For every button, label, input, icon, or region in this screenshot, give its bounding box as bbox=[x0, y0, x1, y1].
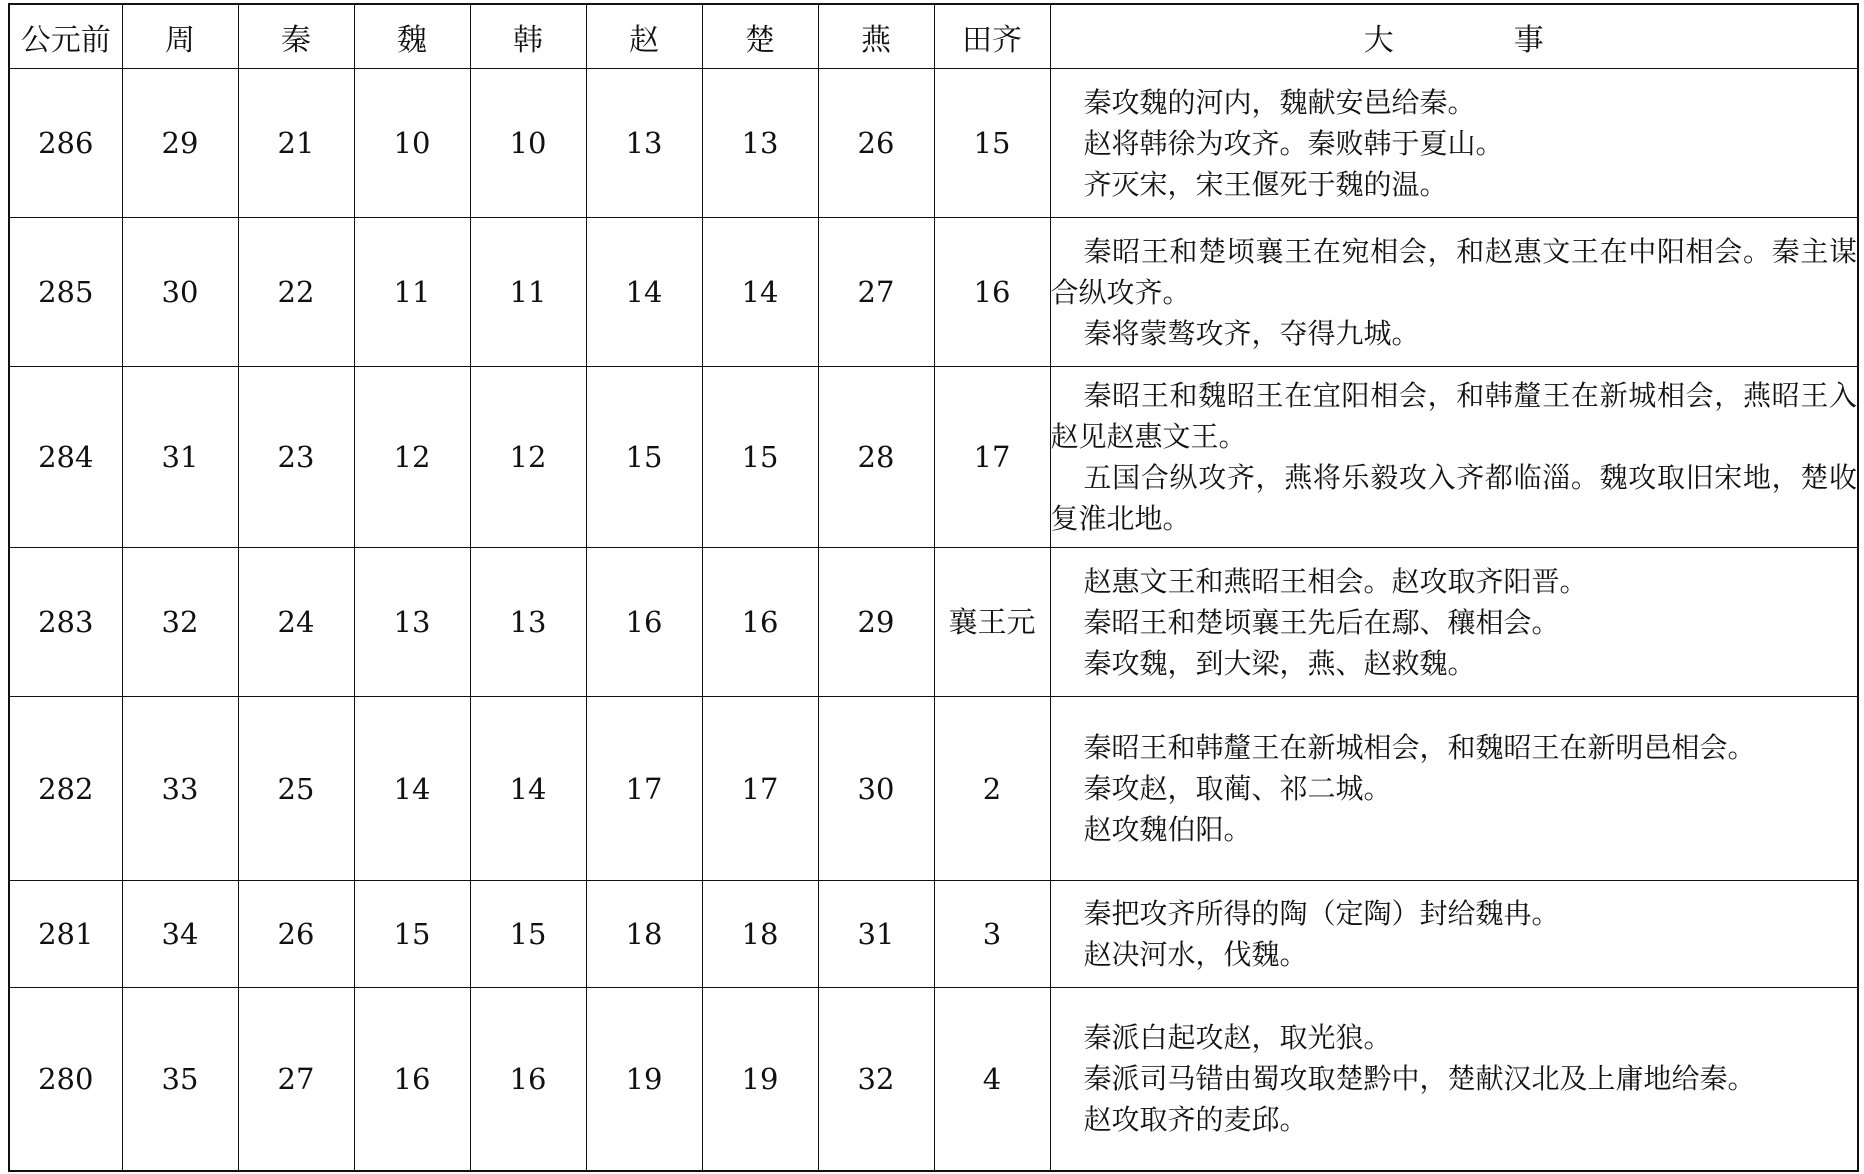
wei-year-cell: 13 bbox=[354, 548, 470, 697]
event-line: 秦昭王和魏昭王在宜阳相会，和韩釐王在新城相会，燕昭王入赵见赵惠文王。 bbox=[1050, 379, 1857, 453]
events-cell bbox=[1050, 881, 1858, 988]
column-header-yan: 燕 bbox=[818, 4, 934, 69]
year-bc-cell: 283 bbox=[9, 548, 122, 697]
event-line: 秦昭王和楚顷襄王在宛相会，和赵惠文王在中阳相会。秦主谋合纵攻齐。 bbox=[1050, 234, 1857, 309]
han-year-cell: 10 bbox=[470, 69, 586, 218]
column-header-zhao: 赵 bbox=[586, 4, 702, 69]
table-row bbox=[9, 697, 1858, 881]
event-line: 秦派白起攻赵，取光狼。 bbox=[1083, 1021, 1392, 1055]
table-row bbox=[9, 881, 1858, 988]
zhou-year-cell: 33 bbox=[122, 697, 238, 881]
zhou-year-cell: 34 bbox=[122, 881, 238, 988]
event-line: 赵决河水，伐魏。 bbox=[1083, 938, 1308, 971]
chu-year-cell: 16 bbox=[702, 548, 818, 697]
table-row bbox=[9, 988, 1858, 1171]
column-header-qin: 秦 bbox=[238, 4, 354, 69]
column-header-chu: 楚 bbox=[702, 4, 818, 69]
chu-year-cell: 19 bbox=[702, 988, 818, 1171]
zhao-year-cell: 19 bbox=[586, 988, 702, 1171]
chu-year-cell: 17 bbox=[702, 697, 818, 881]
year-bc-cell: 284 bbox=[9, 367, 122, 548]
column-header-zhou: 周 bbox=[122, 4, 238, 69]
events-cell bbox=[1050, 218, 1858, 367]
table-row bbox=[9, 367, 1858, 548]
events-header-char-1: 大 bbox=[1363, 22, 1394, 58]
chu-year-cell: 14 bbox=[702, 218, 818, 367]
zhao-year-cell: 17 bbox=[586, 697, 702, 881]
yan-year-cell: 27 bbox=[818, 218, 934, 367]
zhou-year-cell: 31 bbox=[122, 367, 238, 548]
han-year-cell: 14 bbox=[470, 697, 586, 881]
qin-year-cell: 23 bbox=[238, 367, 354, 548]
chu-year-cell: 18 bbox=[702, 881, 818, 988]
han-year-cell: 13 bbox=[470, 548, 586, 697]
event-line: 赵惠文王和燕昭王相会。赵攻取齐阳晋。 bbox=[1083, 564, 1588, 598]
zhou-year-cell: 30 bbox=[122, 218, 238, 367]
events-cell bbox=[1050, 697, 1858, 881]
tianqi-year-cell: 襄王元 bbox=[934, 548, 1050, 697]
events-cell bbox=[1050, 367, 1858, 548]
zhao-year-cell: 15 bbox=[586, 367, 702, 548]
event-line: 秦把攻齐所得的陶（定陶）封给魏冉。 bbox=[1083, 897, 1560, 930]
han-year-cell: 15 bbox=[470, 881, 586, 988]
tianqi-year-cell: 4 bbox=[934, 988, 1050, 1171]
year-bc-cell: 280 bbox=[9, 988, 122, 1171]
year-bc-cell: 282 bbox=[9, 697, 122, 881]
tianqi-year-cell: 17 bbox=[934, 367, 1050, 548]
tianqi-year-cell: 2 bbox=[934, 697, 1050, 881]
event-line: 齐灭宋，宋王偃死于魏的温。 bbox=[1083, 167, 1448, 201]
header-row bbox=[9, 4, 1858, 69]
zhao-year-cell: 13 bbox=[586, 69, 702, 218]
table-row bbox=[9, 69, 1858, 218]
column-header-tianqi: 田齐 bbox=[934, 4, 1050, 69]
yan-year-cell: 32 bbox=[818, 988, 934, 1171]
wei-year-cell: 14 bbox=[354, 697, 470, 881]
year-bc-cell: 281 bbox=[9, 881, 122, 988]
event-line: 秦攻魏的河内，魏献安邑给秦。 bbox=[1083, 85, 1476, 119]
yan-year-cell: 28 bbox=[818, 367, 934, 548]
han-year-cell: 11 bbox=[470, 218, 586, 367]
events-cell bbox=[1050, 69, 1858, 218]
wei-year-cell: 10 bbox=[354, 69, 470, 218]
qin-year-cell: 25 bbox=[238, 697, 354, 881]
yan-year-cell: 30 bbox=[818, 697, 934, 881]
han-year-cell: 16 bbox=[470, 988, 586, 1171]
tianqi-year-cell: 16 bbox=[934, 218, 1050, 367]
event-line: 秦将蒙骜攻齐，夺得九城。 bbox=[1083, 316, 1420, 350]
han-year-cell: 12 bbox=[470, 367, 586, 548]
qin-year-cell: 27 bbox=[238, 988, 354, 1171]
qin-year-cell: 24 bbox=[238, 548, 354, 697]
wei-year-cell: 16 bbox=[354, 988, 470, 1171]
yan-year-cell: 31 bbox=[818, 881, 934, 988]
event-line: 秦昭王和楚顷襄王先后在鄢、穰相会。 bbox=[1083, 605, 1560, 639]
qin-year-cell: 26 bbox=[238, 881, 354, 988]
event-line: 秦攻魏，到大梁，燕、赵救魏。 bbox=[1083, 646, 1476, 680]
events-cell bbox=[1050, 548, 1858, 697]
event-line: 赵攻魏伯阳。 bbox=[1083, 813, 1252, 846]
event-line: 赵攻取齐的麦邱。 bbox=[1083, 1103, 1308, 1137]
yan-year-cell: 26 bbox=[818, 69, 934, 218]
column-header-year-bc: 公元前 bbox=[9, 4, 122, 69]
wei-year-cell: 12 bbox=[354, 367, 470, 548]
zhao-year-cell: 18 bbox=[586, 881, 702, 988]
column-header-wei: 魏 bbox=[354, 4, 470, 69]
column-header-han: 韩 bbox=[470, 4, 586, 69]
zhao-year-cell: 16 bbox=[586, 548, 702, 697]
zhou-year-cell: 32 bbox=[122, 548, 238, 697]
wei-year-cell: 15 bbox=[354, 881, 470, 988]
year-bc-cell: 286 bbox=[9, 69, 122, 218]
chu-year-cell: 15 bbox=[702, 367, 818, 548]
yan-year-cell: 29 bbox=[818, 548, 934, 697]
column-header-events bbox=[1050, 4, 1858, 69]
zhao-year-cell: 14 bbox=[586, 218, 702, 367]
wei-year-cell: 11 bbox=[354, 218, 470, 367]
zhou-year-cell: 35 bbox=[122, 988, 238, 1171]
events-header-char-2: 事 bbox=[1513, 22, 1544, 58]
zhou-year-cell: 29 bbox=[122, 69, 238, 218]
event-line: 赵将韩徐为攻齐。秦败韩于夏山。 bbox=[1083, 126, 1504, 160]
table-row bbox=[9, 218, 1858, 367]
tianqi-year-cell: 15 bbox=[934, 69, 1050, 218]
tianqi-year-cell: 3 bbox=[934, 881, 1050, 988]
event-line: 秦派司马错由蜀攻取楚黔中，楚献汉北及上庸地给秦。 bbox=[1083, 1062, 1756, 1096]
year-bc-cell: 285 bbox=[9, 218, 122, 367]
event-line: 秦攻赵，取蔺、祁二城。 bbox=[1083, 772, 1392, 805]
event-line: 秦昭王和韩釐王在新城相会，和魏昭王在新明邑相会。 bbox=[1083, 731, 1756, 764]
table-row bbox=[9, 548, 1858, 697]
qin-year-cell: 21 bbox=[238, 69, 354, 218]
events-cell bbox=[1050, 988, 1858, 1171]
event-line: 五国合纵攻齐，燕将乐毅攻入齐都临淄。魏攻取旧宋地，楚收复淮北地。 bbox=[1050, 461, 1857, 535]
qin-year-cell: 22 bbox=[238, 218, 354, 367]
chronology-table bbox=[8, 3, 1859, 1172]
chu-year-cell: 13 bbox=[702, 69, 818, 218]
